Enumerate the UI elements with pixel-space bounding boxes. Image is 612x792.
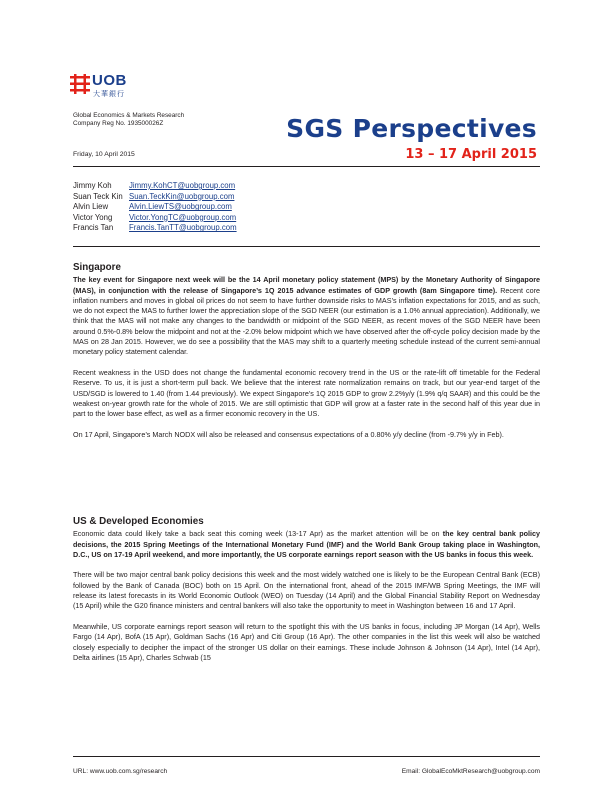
body-text: Economic data could likely take a back seat this coming week (13-17 Apr) as the market attention will be on [73, 529, 443, 539]
analyst-contacts [73, 181, 237, 234]
contact-name: Alvin Liew [73, 202, 109, 212]
contact-name: Francis Tan [73, 223, 114, 233]
paragraph: On 17 April, Singapore’s March NODX will also be released and consensus expectations of a 0.80% y/y decline (from -9.7% y/y in Feb). [73, 429, 504, 439]
brand-chinese-name: 大華銀行 [93, 91, 125, 98]
us-developed-economies-section [73, 517, 540, 673]
brand-name: UOB [92, 72, 127, 89]
issue-date: Friday, 10 April 2015 [73, 151, 135, 158]
footer-url[interactable]: URL: www.uob.com.sg/research [73, 768, 168, 775]
contact-email-link[interactable]: Victor.YongTC@uobgroup.com [129, 212, 237, 222]
paragraph: Recent weakness in the USD does not change the fundamental economic recovery trend in the US or the rate-lift off timetable for the Federal Reserve. To us, it is just a short-term pull back. We believe that the interest rate normalization remains on track, but our year-end target of the USD/SGD is lowered to 1.40 (from 1.44 previously). We expect Singapore’s 1Q 2015 GDP to grow 2.2%y/y (1.9% q/q SAAR) and this could be the weakest on-year growth rate for the whole of 2015. We are still optimistic that GDP will grow at a faster rate in the second half of this year due in part to the lower base effect, as well as a firmer economic recovery in the US. [73, 367, 540, 419]
contact-name: Victor Yong [73, 212, 113, 222]
contacts-divider [73, 246, 540, 247]
contact-name: Suan Teck Kin [73, 191, 123, 201]
section-heading: US & Developed Economies [73, 516, 204, 527]
contact-row [73, 192, 237, 203]
contact-name: Jimmy Koh [73, 181, 112, 190]
company-info [73, 112, 184, 128]
paragraph: Meanwhile, US corporate earnings report season will return to the spotlight this with the US banks in focus, including JP Morgan (14 Apr), Wells Fargo (14 Apr), BofA (15 Apr), Goldman Sachs (16 Apr) and Citi Group (16 Apr). The other companies in the list this week will also be watched closely especially to decipher the impact of the stronger US dollar on their earnings. These include Johnson & Johnson (14 Apr), Intel (14 Apr), Delta airlines (15 Apr), Charles Schwab (15 [73, 621, 540, 662]
footer-divider [73, 756, 540, 757]
lead-text: the key central bank policy decisions, the 2015 Spring Meetings of the International Monetary Fund (IMF) and the World Bank Group taking place in Washington, D.C., US on 17-19 April weekend, and more importantly, the US corporate earnings report season with the US banks in focus this week. [73, 529, 540, 559]
contact-email-link[interactable]: Suan.TeckKin@uobgroup.com [129, 191, 235, 201]
paragraph: There will be two major central bank policy decisions this week and the most widely watched one is likely to be the European Central Bank (ECB) followed by the Bank of Canada (BOC) both on 15 April. On the international front, ahead of the 2015 IMF/WB Spring Meetings, the IMF will release its latest forecasts in its World Economic Outlook (WEO) on Tuesday (14 April) and the Global Financial Stability Report on Wednesday (15 April) while the G20 finance ministers and central bankers will also take the opportunity to meet in Washington between 16 and 17 April. [73, 570, 540, 611]
contact-row [73, 202, 237, 213]
uob-logo-icon [70, 74, 90, 94]
contact-row [73, 223, 237, 234]
paragraph [73, 275, 540, 357]
singapore-section [73, 263, 540, 450]
department-name: Global Economics & Markets Research [73, 112, 185, 119]
footer-email[interactable]: Email: GlobalEcoMktResearch@uobgroup.com [401, 768, 540, 775]
publication-title: SGS Perspectives [286, 114, 537, 143]
contact-row [73, 213, 237, 224]
contact-email-link[interactable]: Jimmy.KohCT@uobgroup.com [129, 181, 236, 190]
lead-text: The key event for Singapore next week will be the 14 April monetary policy statement (MPS) by the Monetary Authority of Singapore (MAS), in conjunction with the release of Singapore’s 1Q 2015 advance estimates of GDP growth (8am Singapore time). [73, 275, 540, 295]
company-reg-no: Company Reg No. 193500026Z [73, 120, 164, 127]
contact-email-link[interactable]: Francis.TanTT@uobgroup.com [129, 223, 237, 233]
header-divider [73, 166, 540, 167]
section-heading: Singapore [73, 262, 121, 273]
publication-date-range: 13 – 17 April 2015 [405, 147, 537, 162]
body-text: Recent core inflation numbers and moves in global oil prices do not seem to have further downside risks to MAS’s inflation expectations for 2015, and as such, we do not expect the MAS to further lower the appreciation slope of the SGD NEER (our estimation is a 1.0% annual appreciation). Additionally, we think that the MAS will not make any changes to the bandwidth or midpoint of the SGD NEER, as recent moves of the SGD NEER have been around 0.5%-0.8% below the midpoint and not at the -2.0% below midpoint which we have observed after the off-cycle policy decision made by the MAS on 28 Jan 2015. However, we do see a possibility that the MAS may shift to a quarterly meeting schedule instead of the current semi-annual monetary policy statement calendar. [73, 285, 541, 357]
paragraph [73, 529, 540, 560]
contact-row [73, 181, 237, 192]
contact-email-link[interactable]: Alvin.LiewTS@uobgroup.com [129, 202, 232, 212]
